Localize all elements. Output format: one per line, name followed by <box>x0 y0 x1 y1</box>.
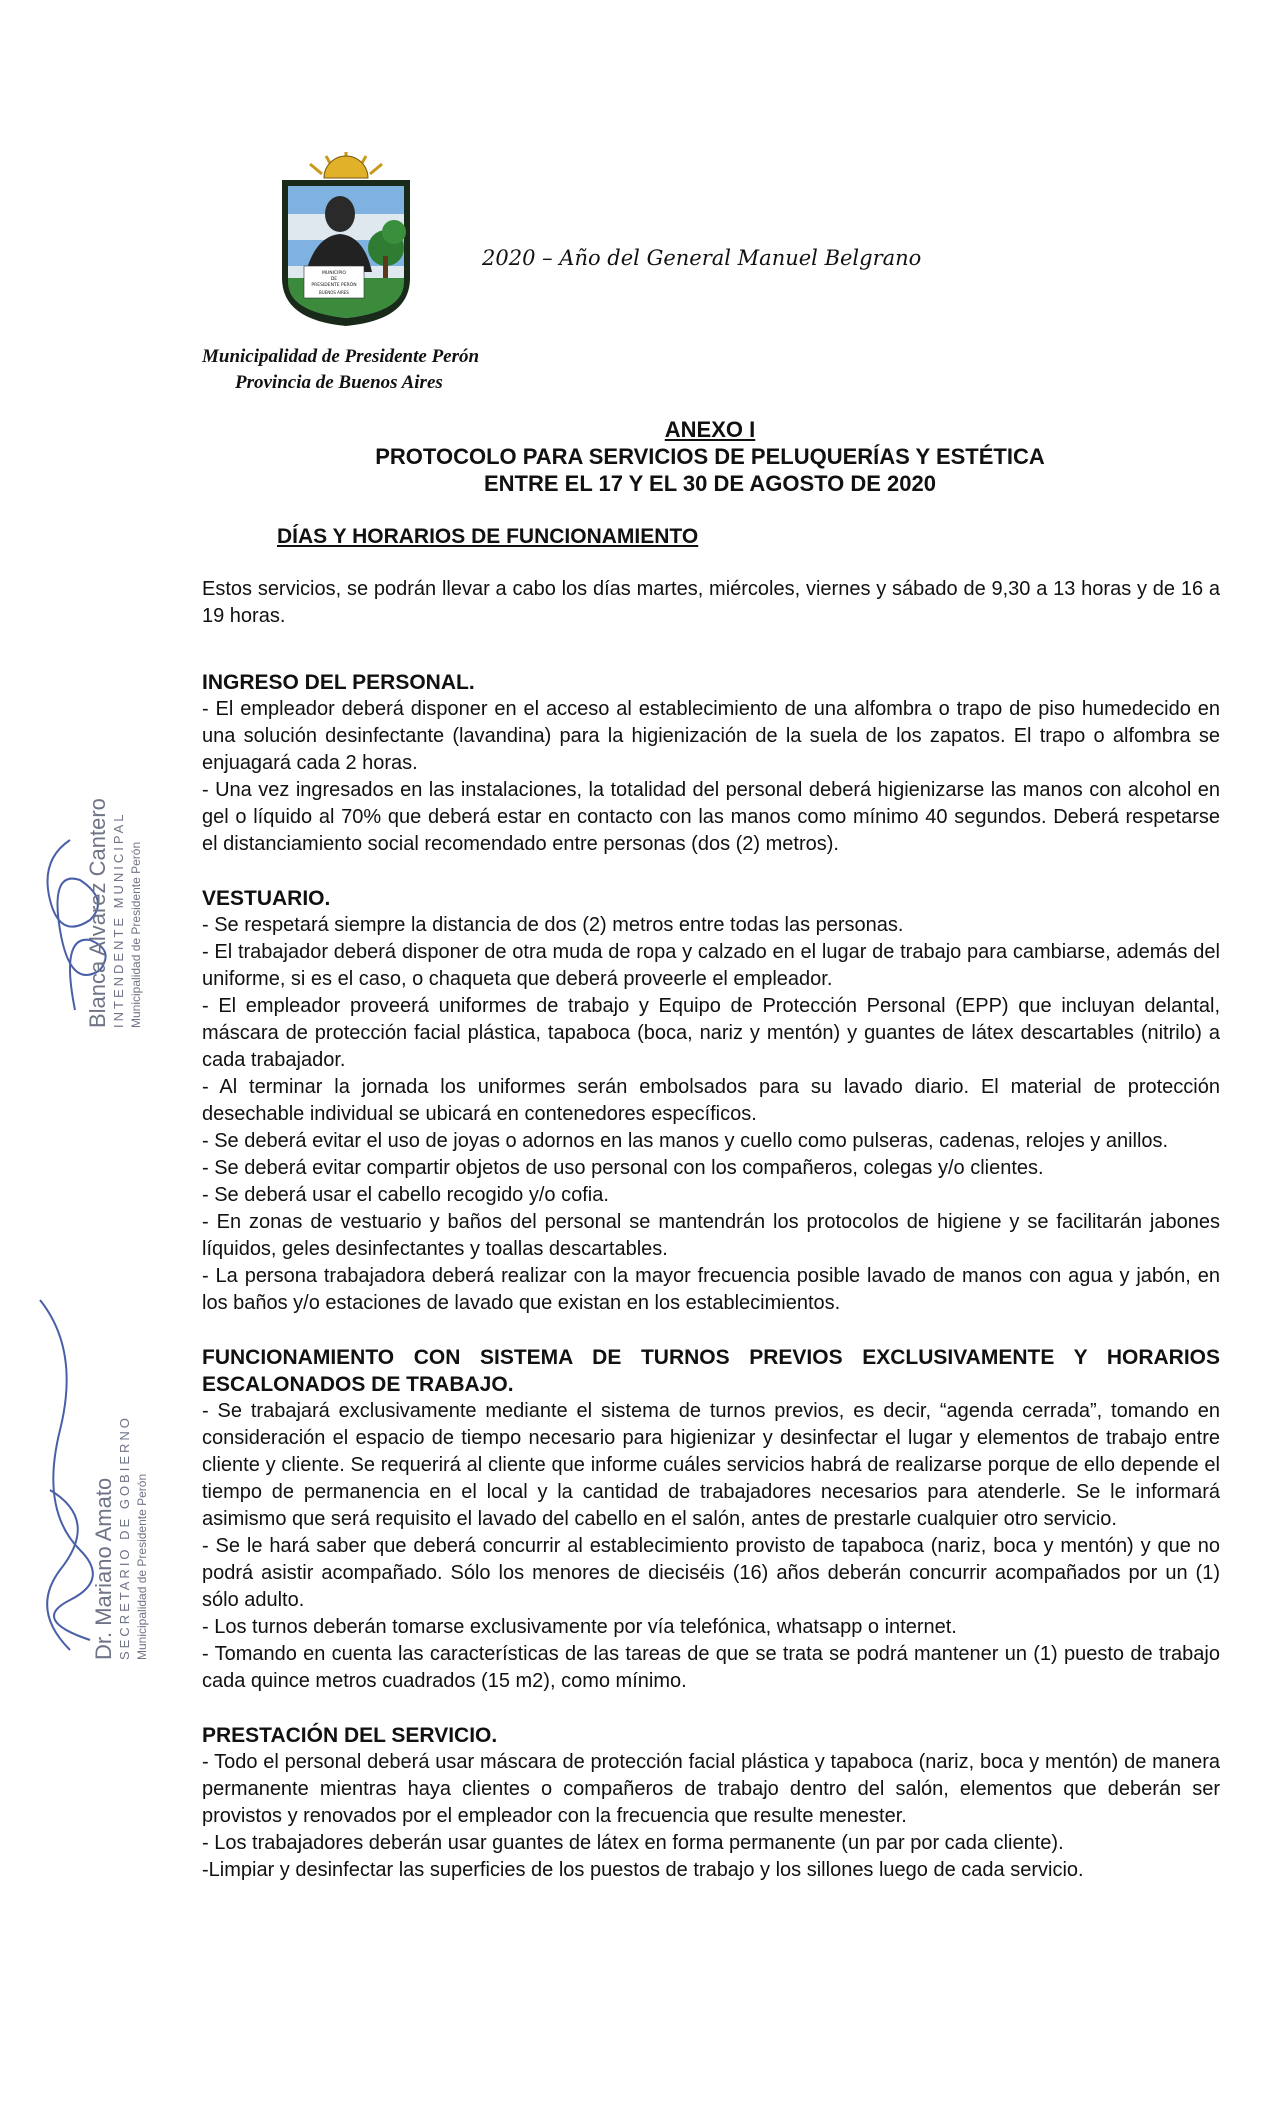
annex-title-block <box>300 416 1120 497</box>
crest-text-line: BUENOS AIRES <box>319 290 349 295</box>
list-item: - Los turnos deberán tomarse exclusivamente por vía telefónica, whatsapp o internet. <box>202 1616 957 1638</box>
list-item: - Se deberá evitar el uso de joyas o adornos en las manos y cuello como pulseras, cadenas, relojes y anillos. <box>202 1130 1169 1152</box>
list-item: - Se deberá usar el cabello recogido y/o cofia. <box>202 1184 609 1206</box>
list-item: - Todo el personal deberá usar máscara de protección facial plástica y tapaboca (nariz, boca y mentón) de manera permanente mientras haya clientes o compañeros de trabajo dentro del salón, elementos que deberán ser provistos y renovados por el empleador con la frecuencia que resulte menester. <box>202 1751 1220 1827</box>
document-body <box>202 576 1220 1911</box>
list-item: - El empleador deberá disponer en el acceso al establecimiento de una alfombra o trapo de piso humedecido en una solución desinfectante (lavandina) para la higienización de la suela de los zapatos. El trapo o alfombra se enjuagará cada 2 horas. <box>202 698 1220 774</box>
list-item: - Una vez ingresados en las instalaciones, la totalidad del personal deberá higienizarse las manos con alcohol en gel o líquido al 70% que deberá estar en contacto con las manos como mínimo 40 segundos. Deberá respetarse el distanciamiento social recomendado entre personas (dos (2) metros). <box>202 779 1220 855</box>
stamp-name: Dr. Mariano Amato <box>91 1477 116 1660</box>
section-heading: PRESTACIÓN DEL SERVICIO. <box>202 1724 498 1747</box>
list-item: - Al terminar la jornada los uniformes serán embolsados para su lavado diario. El material de protección desechable individual se ubicará en contenedores específicos. <box>202 1076 1220 1125</box>
schedule-text: Estos servicios, se podrán llevar a cabo los días martes, miércoles, viernes y sábado de 9,30 a 13 horas y de 16 a 19 horas. <box>202 578 1220 627</box>
section-heading: FUNCIONAMIENTO CON SISTEMA DE TURNOS PREVIOS EXCLUSIVAMENTE Y HORARIOS ESCALONADOS DE TRABAJO. <box>202 1346 1220 1396</box>
annex-label: ANEXO I <box>664 417 756 442</box>
stamp-role: SECRETARIO DE GOBIERNO <box>117 1415 132 1660</box>
municipal-crest-logo <box>276 148 416 328</box>
municipality-name: Municipalidad de Presidente Perón <box>202 346 480 367</box>
annex-title-line2: ENTRE EL 17 Y EL 30 DE AGOSTO DE 2020 <box>483 471 936 496</box>
stamp-place: Municipalidad de Presidente Perón <box>129 841 143 1028</box>
stamp-secretario <box>92 1415 150 1660</box>
list-item: - El empleador proveerá uniformes de trabajo y Equipo de Protección Personal (EPP) que incluyan delantal, máscara de protección facial plástica, tapaboca (boca, nariz y mentón) y guantes de látex descartables (nitrilo) a cada trabajador. <box>202 995 1220 1071</box>
list-item: - Tomando en cuenta las características de las tareas de que se trata se podrá mantener un (1) puesto de trabajo cada quince metros cuadrados (15 m2), como mínimo. <box>202 1643 1220 1692</box>
section-ingreso <box>202 669 1220 858</box>
section-heading: VESTUARIO. <box>202 887 331 910</box>
crest-text-line: PRESIDENTE PERÓN <box>311 283 357 288</box>
year-motto: 2020 – Año del General Manuel Belgrano <box>482 246 922 270</box>
stamp-role: INTENDENTE MUNICIPAL <box>111 811 126 1028</box>
section-heading: INGRESO DEL PERSONAL. <box>202 671 475 694</box>
list-item: - Se deberá evitar compartir objetos de uso personal con los compañeros, colegas y/o clientes. <box>202 1157 1044 1179</box>
list-item: - En zonas de vestuario y baños del personal se mantendrán los protocolos de higiene y se facilitarán jabones líquidos, geles desinfectantes y toallas descartables. <box>202 1211 1220 1260</box>
list-item: - Se respetará siempre la distancia de dos (2) metros entre todas las personas. <box>202 914 904 936</box>
list-item: -Limpiar y desinfectar las superficies de los puestos de trabajo y los sillones luego de cada servicio. <box>202 1859 1084 1881</box>
stamp-intendente <box>86 798 144 1028</box>
stamp-name: Blanca Alvarez Cantero <box>85 798 110 1028</box>
municipality-header <box>202 344 479 396</box>
list-item: - El trabajador deberá disponer de otra muda de ropa y calzado en el lugar de trabajo para cambiarse, además del uniforme, si es el caso, o chaqueta que deberá proveerle el empleador. <box>202 941 1220 990</box>
schedule-heading: DÍAS Y HORARIOS DE FUNCIONAMIENTO <box>277 525 699 548</box>
section-turnos <box>202 1344 1220 1695</box>
crest-text-line: MUNICIPIO <box>322 271 346 276</box>
list-item: - Se le hará saber que deberá concurrir al establecimiento provisto de tapaboca (nariz, boca y mentón) y que no podrá asistir acompañado. Sólo los menores de dieciséis (16) años deberán concurrir acompañados por un (1) sólo adulto. <box>202 1535 1220 1611</box>
crest-text-line: DE <box>330 277 338 282</box>
list-item: - Los trabajadores deberán usar guantes de látex en forma permanente (un par por cada cliente). <box>202 1832 1064 1854</box>
province-name: Provincia de Buenos Aires <box>235 372 443 393</box>
list-item: - Se trabajará exclusivamente mediante el sistema de turnos previos, es decir, “agenda cerrada”, tomando en consideración el espacio de tiempo necesario para higienizar y desinfectar el lugar y elementos de trabajo entre cliente y cliente. Se requerirá al cliente que informe cuáles servicios habrá de realizarse porque de ello depende el tiempo de permanencia en el local y la cantidad de trabajadores necesarios para atenderle. Se le informará asimismo que será requisito el lavado del cabello en el salón, antes de prestarle cualquier otro servicio. <box>202 1400 1220 1530</box>
section-vestuario <box>202 885 1220 1317</box>
list-item: - La persona trabajadora deberá realizar con la mayor frecuencia posible lavado de manos con agua y jabón, en los baños y/o estaciones de lavado que existan en los establecimientos. <box>202 1265 1220 1314</box>
stamp-place: Municipalidad de Presidente Perón <box>135 1473 149 1660</box>
annex-title-line1: PROTOCOLO PARA SERVICIOS DE PELUQUERÍAS Y ESTÉTICA <box>375 444 1045 469</box>
section-prestacion <box>202 1722 1220 1884</box>
